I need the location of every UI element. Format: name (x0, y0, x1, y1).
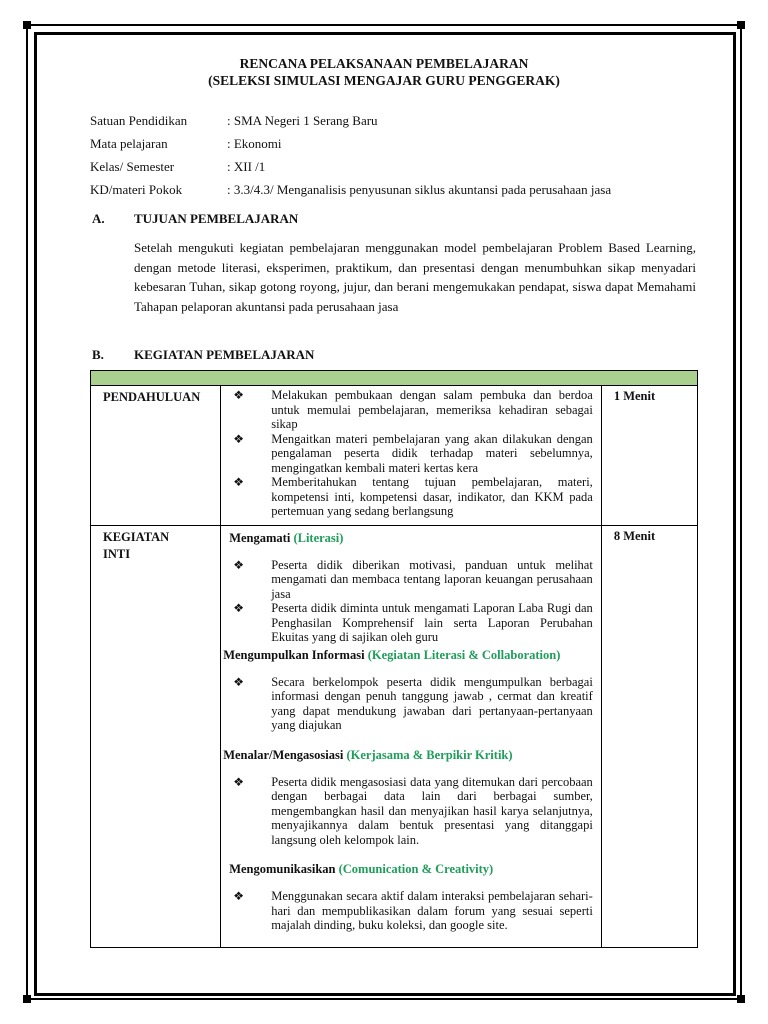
border-corner (737, 995, 745, 1003)
diamond-bullet-icon: ❖ (233, 431, 244, 446)
list-item (229, 432, 593, 476)
section-title: TUJUAN PEMBELAJARAN (134, 211, 299, 226)
document-subtitle: (SELEKSI SIMULASI MENGAJAR GURU PENGGERAK) (208, 73, 560, 88)
section-letter: B. (92, 347, 104, 362)
subheading-highlight: (Kerjasama & Berpikir Kritik) (346, 747, 513, 762)
subheading-text: Mengomunikasikan (229, 862, 336, 876)
table-header-cell (91, 371, 698, 386)
content-cell (221, 386, 602, 526)
subheading-mengomunikasikan (229, 861, 593, 877)
meta-label: Kelas/ Semester (90, 159, 175, 174)
subheading-highlight: (Kegiatan Literasi & Collaboration) (367, 647, 561, 662)
duration-cell: 8 Menit (601, 525, 697, 947)
diamond-bullet-icon: ❖ (233, 475, 244, 489)
phase-cell: PENDAHULUAN (91, 386, 221, 526)
subheading-mengumpulkan (223, 647, 593, 663)
subheading-text: Menalar/Mengasosiasi (223, 747, 344, 762)
meta-value: : Ekonomi (227, 136, 282, 151)
list-item (229, 558, 593, 602)
meta-label: Satuan Pendidikan (90, 113, 188, 128)
phase-label: INTI (103, 546, 131, 561)
bullet-text: Peserta didik mengasosiasi data yang ditemukan dari percobaan dengan berbagai data lain dari berbagai sumber, mengembangkan hasil dan menyajikan hasil karya selanjutnya, menyajikannya dalam bentuk presentasi yang ditanggapi langsung oleh kelompok lain. (271, 774, 593, 847)
diamond-bullet-icon: ❖ (233, 674, 244, 689)
diamond-bullet-icon: ❖ (233, 557, 244, 572)
diamond-bullet-icon: ❖ (233, 774, 244, 789)
subheading-highlight: (Literasi) (293, 530, 344, 545)
document-title: RENCANA PELAKSANAAN PEMBELAJARAN (239, 56, 529, 71)
bullet-text: Mengaitkan materi pembelajaran yang akan dilakukan dengan pengalaman peserta didik terhadap materi sebelumnya, mengingatkan kembali materi kertas kera (271, 431, 593, 475)
bullet-text: Menggunakan secara aktif dalam interaksi pembelajaran sehari-hari dan mempublikasikan dalam forum yang sesuai seperti majalah dinding, buku koleksi, dan google site. (271, 889, 593, 932)
diamond-bullet-icon: ❖ (233, 601, 244, 615)
subheading-highlight: (Comunication & Creativity) (338, 862, 494, 876)
bullet-text: Peserta didik diminta untuk mengamati Laporan Laba Rugi dan Penghasilan Komprehensif lain serta Laporan Perubahan Ekuitas yang di sajikan oleh guru (271, 601, 593, 644)
meta-label: Mata pelajaran (90, 136, 168, 151)
table-header-row (91, 371, 698, 386)
subheading-mengamati (229, 530, 593, 546)
subheading-text: Mengamati (229, 530, 291, 545)
list-item (229, 889, 593, 933)
list-item (229, 388, 593, 432)
kegiatan-table (90, 370, 698, 948)
meta-value: : XII /1 (227, 159, 266, 174)
border-corner (737, 21, 745, 29)
section-letter: A. (92, 211, 105, 226)
bullet-text: Memberitahukan tentang tujuan pembelajaran, materi, kompetensi inti, kompetensi dasar, indikator, dan KKM pada pertemuan yang sedang berlangsung (271, 475, 593, 518)
phase-cell (91, 525, 221, 947)
subheading-text: Mengumpulkan Informasi (223, 647, 365, 662)
list-item (229, 775, 593, 848)
bullet-text: Secara berkelompok peserta didik mengumpulkan berbagai informasi dengan penuh tanggung jawab , cermat dan kreatif yang dapat mendukung jawaban dari pertanyaan-pertanyaan yang diajukan (271, 674, 593, 732)
meta-label: KD/materi Pokok (90, 182, 183, 197)
tujuan-paragraph: Setelah mengukuti kegiatan pembelajaran menggunakan model pembelajaran Problem Based Learning, dengan metode literasi, eksperimen, praktikum, dan presentasi dengan menumbuhkan sikap menyadari kebesaran Tuhan, sikap gotong royong, jujur, dan berani mengemukakan pendapat, siswa dapat Memahami Tahapan pelaporan akuntansi pada perusahaan jasa (134, 240, 696, 314)
table-row-inti (91, 525, 698, 947)
section-title: KEGIATAN PEMBELAJARAN (134, 347, 315, 362)
phase-label: KEGIATAN (103, 529, 170, 544)
bullet-text: Peserta didik diberikan motivasi, panduan untuk melihat mengamati dan membaca tentang laporan keuangan perusahaan jasa (271, 557, 593, 601)
duration-cell: 1 Menit (601, 386, 697, 526)
meta-value: : SMA Negeri 1 Serang Baru (227, 113, 378, 128)
meta-value: : 3.3/4.3/ Menganalisis penyusunan siklus akuntansi pada perusahaan jasa (227, 182, 612, 197)
subheading-menalar (223, 747, 593, 763)
list-item (229, 475, 593, 519)
bullet-text: Melakukan pembukaan dengan salam pembuka dan berdoa untuk memulai pembelajaran, memeriksa kehadiran sebagai sikap (271, 388, 593, 431)
diamond-bullet-icon: ❖ (233, 889, 244, 903)
border-corner (23, 21, 31, 29)
border-corner (23, 995, 31, 1003)
list-item (229, 601, 593, 645)
diamond-bullet-icon: ❖ (233, 388, 244, 402)
table-row-pendahuluan (91, 386, 698, 526)
content-cell (221, 525, 602, 947)
list-item (229, 675, 593, 733)
